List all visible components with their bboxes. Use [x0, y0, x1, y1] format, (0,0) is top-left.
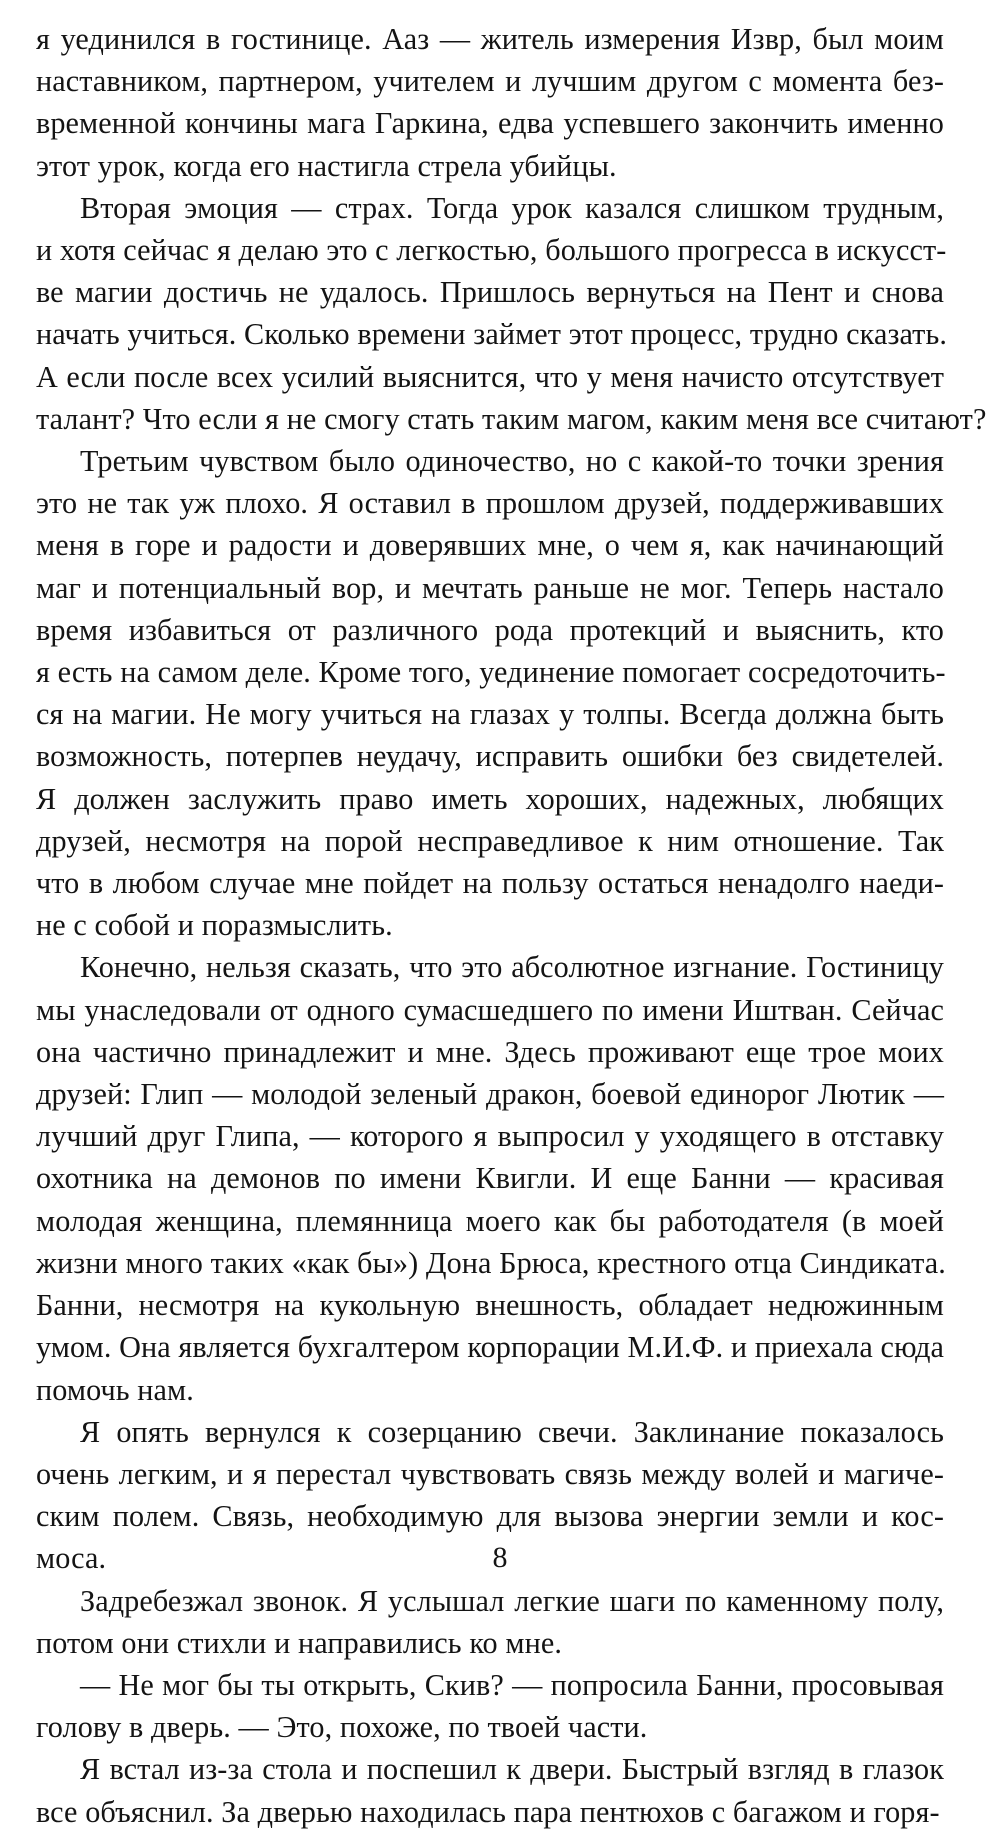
text-line: — Не мог бы ты открыть, Скив? — попросила Банни, просовывая — [80, 1667, 944, 1702]
text-line: лучший друг Глипа, — которого я выпросил у уходящего в отставку — [36, 1119, 944, 1154]
text-line: Задребезжал звонок. Я услышал легкие шаги по каменному полу, — [80, 1583, 944, 1618]
text-line: охотника на демонов по имени Квигли. И еще Банни — красивая — [36, 1161, 944, 1196]
text-line: Я встал из-за стола и поспешил к двери. Быстрый взгляд в глазок — [80, 1752, 944, 1787]
text-line: наставником, партнером, учителем и лучшим другом с момента без- — [36, 64, 944, 99]
text-line: друзей, несмотря на порой несправедливое к ним отношение. Так — [36, 823, 944, 858]
text-line: я уединился в гостинице. Ааз — житель измерения Извр, был моим — [36, 22, 944, 56]
text-line: умом. Она является бухгалтером корпорации М.И.Ф. и приехала сюда — [36, 1330, 945, 1365]
text-line: помочь нам. — [36, 1372, 194, 1407]
text-line: что в любом случае мне пойдет на пользу остаться ненадолго наеди- — [36, 866, 944, 901]
text-line: ся на магии. Не могу учиться на глазах у толпы. Всегда должна быть — [36, 697, 944, 732]
text-line: голову в дверь. — Это, похоже, по твоей части. — [36, 1710, 648, 1745]
text-line: не с собой и поразмыслить. — [36, 908, 393, 943]
text-line: временной кончины мага Гаркина, едва успевшего закончить именно — [36, 106, 944, 141]
text-line: это не так уж плохо. Я оставил в прошлом друзей, поддерживавших — [36, 486, 944, 521]
page-number: 8 — [492, 1541, 508, 1574]
text-line: Вторая эмоция — страх. Тогда урок казался слишком трудным, — [80, 190, 944, 225]
text-line: она частично принадлежит и мне. Здесь проживают еще трое моих — [36, 1034, 944, 1069]
text-line: А если после всех усилий выяснится, что у меня начисто отсутствует — [36, 359, 944, 394]
text-line: ве магии достичь не удалось. Пришлось вернуться на Пент и снова — [36, 275, 944, 310]
text-line: потом они стихли и направились ко мне. — [36, 1625, 562, 1660]
text-line: друзей: Глип — молодой зеленый дракон, боевой единорог Лютик — — [36, 1077, 944, 1112]
text-line: время избавиться от различного рода протекций и выяснить, кто — [36, 612, 944, 647]
text-line: Конечно, нельзя сказать, что это абсолютное изгнание. Гостиницу — [80, 950, 944, 985]
text-line: этот урок, когда его настигла стрела убийцы. — [36, 148, 617, 183]
text-line: и хотя сейчас я делаю это с легкостью, большого прогресса в искусст- — [36, 233, 947, 268]
text-line: возможность, потерпев неудачу, исправить ошибки без свидетелей. — [36, 739, 944, 774]
text-line: Третьим чувством было одиночество, но с какой-то точки зрения — [80, 444, 944, 479]
text-line: Я опять вернулся к созерцанию свечи. Заклинание показалось — [80, 1414, 944, 1449]
text-line: талант? Что если я не смогу стать таким магом, каким меня все считают? — [36, 401, 987, 436]
text-line: меня в горе и радости и доверявших мне, о чем я, как начинающий — [36, 528, 944, 563]
text-line: начать учиться. Сколько времени займет этот процесс, трудно сказать. — [36, 317, 947, 352]
text-line: Банни, несмотря на кукольную внешность, обладает недюжинным — [36, 1288, 944, 1323]
text-line: все объяснил. За дверью находилась пара пентюхов с багажом и горя- — [36, 1794, 940, 1829]
text-line: ским полем. Связь, необходимую для вызова энергии земли и кос- — [36, 1499, 944, 1534]
text-line: жизни много таких «как бы») Дона Брюса, крестного отца Синдиката. — [36, 1245, 946, 1280]
text-line: маг и потенциальный вор, и мечтать раньше не мог. Теперь настало — [36, 570, 944, 605]
text-line: очень легким, и я перестал чувствовать связь между волей и магиче- — [36, 1456, 944, 1491]
text-line: моса. — [36, 1541, 107, 1576]
text-line: я есть на самом деле. Кроме того, уединение помогает сосредоточить- — [36, 655, 946, 690]
text-line: молодая женщина, племянница моего как бы работодателя (в моей — [36, 1203, 944, 1238]
text-line: мы унаследовали от одного сумасшедшего по имени Иштван. Сейчас — [36, 992, 944, 1027]
text-line: Я должен заслужить право иметь хороших, надежных, любящих — [36, 781, 944, 816]
